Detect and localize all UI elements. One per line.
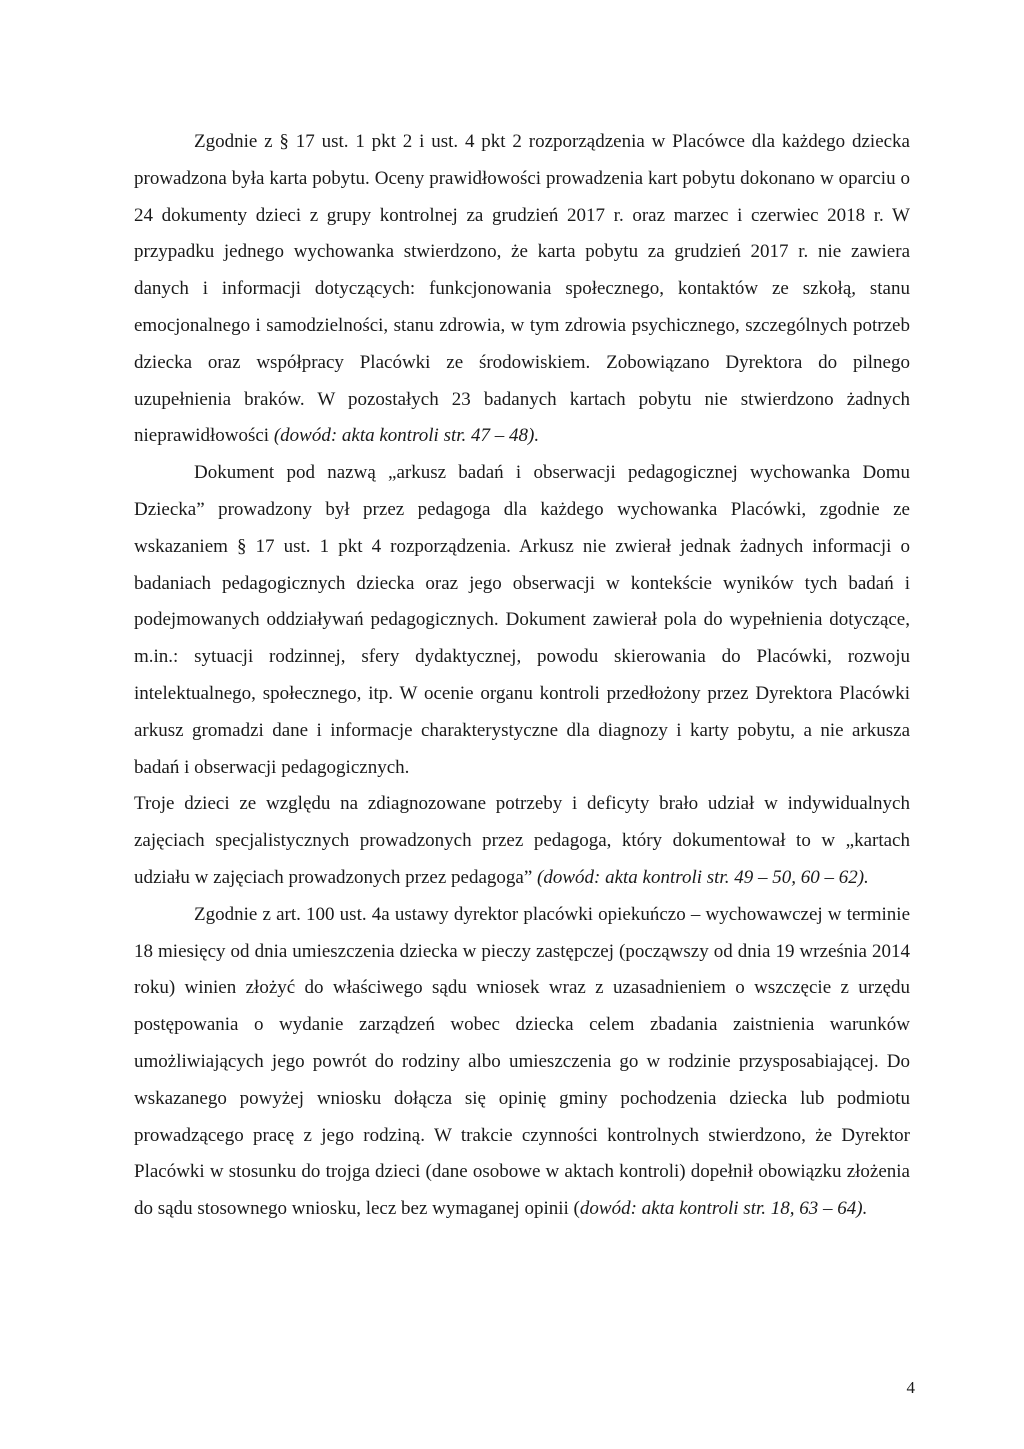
evidence-reference: (dowód: akta kontroli str. 47 – 48). — [273, 425, 540, 447]
paragraph-zajecia-specjalistyczne — [134, 786, 910, 896]
paragraph-wniosek-do-sadu — [134, 897, 910, 1228]
page-number: 4 — [906, 1378, 915, 1397]
paragraph-text: Troje dzieci ze względu na zdiagnozowane potrzeby i deficyty brało udział w indywidualnych zajęciach specjalistycznych prowadzonych przez pedagoga, który dokumentował to w „kartach udziału w zajęciach prowadzonych przez pedagoga” — [134, 793, 910, 888]
paragraph-arkusz-badan — [134, 455, 910, 786]
evidence-reference: (dowód: akta kontroli str. 49 – 50, 60 – 62). — [537, 866, 869, 888]
evidence-reference: dowód: akta kontroli str. 18, 63 – 64). — [579, 1198, 868, 1220]
paragraph-text: Zgodnie z art. 100 ust. 4a ustawy dyrektor placówki opiekuńczo – wychowawczej w terminie 18 miesięcy od dnia umieszczenia dziecka w pieczy zastępczej (począwszy od dnia 19 września 2014 roku) winien złożyć do właściwego sądu wniosek wraz z uzasadnieniem o wszczęcie z urzędu postępowania o wydanie zarządzeń wobec dziecka celem zbadania zaistnienia warunków umożliwiających jego powrót do rodziny albo umieszczenia go w rodzinie przysposabiającej. Do wskazanego powyżej wniosku dołącza się opinię gminy pochodzenia dziecka lub podmiotu prowadzącego pracę z jego rodziną. W trakcie czynności kontrolnych stwierdzono, że Dyrektor Placówki w stosunku do trojga dzieci (dane osobowe w aktach kontroli) dopełnił obowiązku złożenia do sądu stosownego wniosku, lecz bez wymaganej opinii ( — [134, 903, 910, 1220]
paragraph-karta-pobytu — [134, 124, 910, 455]
paragraph-text: Zgodnie z § 17 ust. 1 pkt 2 i ust. 4 pkt 2 rozporządzenia w Placówce dla każdego dziecka prowadzona była karta pobytu. Oceny prawidłowości prowadzenia kart pobytu dokonano w oparciu o 24 dokumenty dzieci z grupy kontrolnej za grudzień 2017 r. oraz marzec i czerwiec 2018 r. W przypadku jednego wychowanka stwierdzono, że karta pobytu za grudzień 2017 r. nie zawiera danych i informacji dotyczących: funkcjonowania społecznego, kontaktów ze szkołą, stanu emocjonalnego i samodzielności, stanu zdrowia, w tym zdrowia psychicznego, szczególnych potrzeb dziecka oraz współpracy Placówki ze środowiskiem. Zobowiązano Dyrektora do pilnego uzupełnienia braków. W pozostałych 23 badanych kartach pobytu nie stwierdzono żadnych nieprawidłowości — [134, 131, 910, 447]
document-body — [134, 124, 910, 1228]
paragraph-text: Dokument pod nazwą „arkusz badań i obserwacji pedagogicznej wychowanka Domu Dziecka” prowadzony był przez pedagoga dla każdego wychowanka Placówki, zgodnie ze wskazaniem § 17 ust. 1 pkt 4 rozporządzenia. Arkusz nie zwierał jednak żadnych informacji o badaniach pedagogicznych dziecka oraz jego obserwacji w kontekście wyników tych badań i podejmowanych oddziaływań pedagogicznych. Dokument zawierał pola do wypełnienia dotyczące, m.in.: sytuacji rodzinnej, sfery dydaktycznej, powodu skierowania do Placówki, rozwoju intelektualnego, społecznego, itp. W ocenie organu kontroli przedłożony przez Dyrektora Placówki arkusz gromadzi dane i informacje charakterystyczne dla diagnozy i karty pobytu, a nie arkusza badań i obserwacji pedagogicznych. — [134, 462, 910, 778]
